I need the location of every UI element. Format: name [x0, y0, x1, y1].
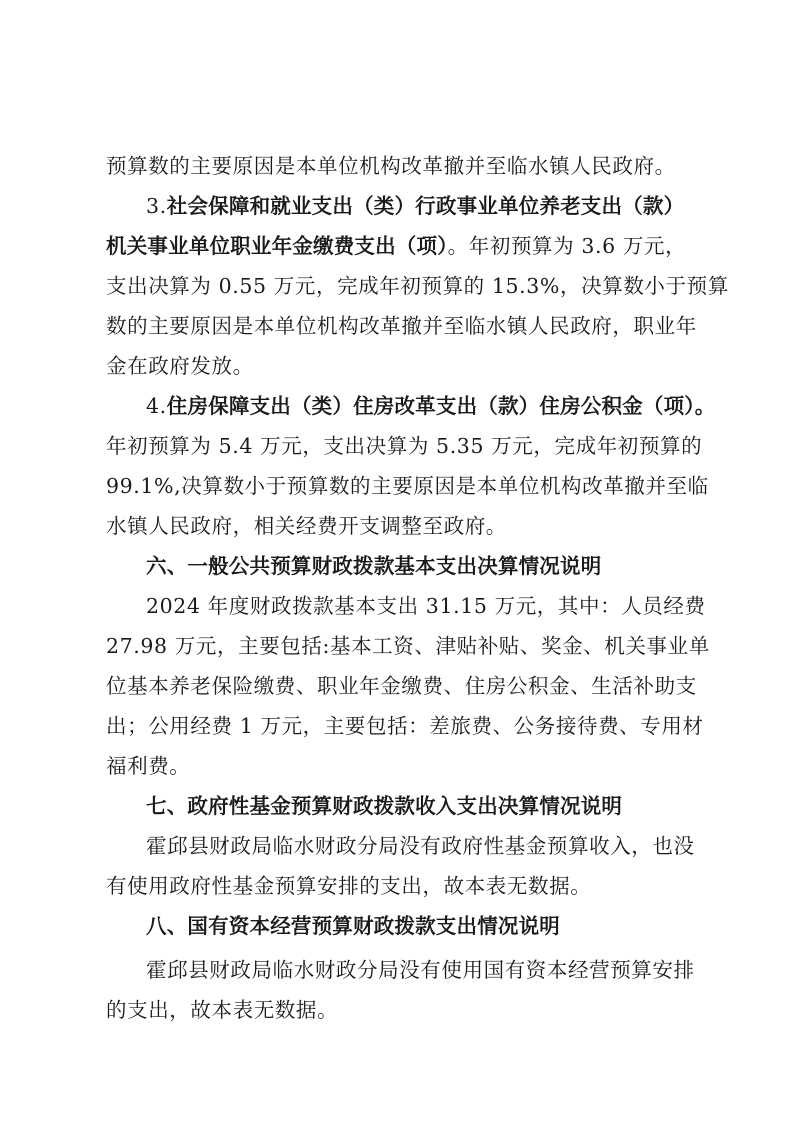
item3-line3: 支出决算为 0.55 万元，完成年初预算的 15.3%，决算数小于预算 — [106, 274, 729, 298]
item4-line3: 99.1%,决算数小于预算数的主要原因是本单位机构改革撤并至临 — [106, 474, 709, 498]
section7-title: 七、政府性基金预算财政拨款收入支出决算情况说明 — [146, 794, 623, 818]
item3-line2 — [106, 231, 696, 261]
paragraph-continuation: 预算数的主要原因是本单位机构改革撤并至临水镇人民政府。 — [106, 154, 676, 178]
item3-heading — [146, 191, 696, 221]
section6-line1: 2024 年度财政拨款基本支出 31.15 万元，其中：人员经费 — [146, 594, 706, 618]
section6-line5: 福利费。 — [106, 754, 191, 778]
item4-number: 4. — [146, 394, 167, 418]
item3-line5: 金在政府发放。 — [106, 354, 254, 378]
section8-line2: 的支出，故本表无数据。 — [106, 998, 339, 1022]
item3-line2-tail: 。年初预算为 3.6 万元， — [447, 234, 687, 258]
section6-line4: 出；公用经费 1 万元，主要包括：差旅费、公务接待费、专用材 — [106, 714, 704, 738]
section6-line2: 27.98 万元，主要包括:基本工资、津贴补贴、奖金、机关事业单 — [106, 634, 710, 658]
item3-heading-line2: 机关事业单位职业年金缴费支出（项） — [106, 234, 448, 258]
section6-title: 六、一般公共预算财政拨款基本支出决算情况说明 — [146, 554, 602, 578]
item3-number: 3. — [146, 194, 167, 218]
item3-heading-line1: 社会保障和就业支出（类）行政事业单位养老支出（款） — [166, 194, 685, 218]
item4-heading-text: 住房保障支出（类）住房改革支出（款）住房公积金（项）。 — [166, 394, 716, 418]
section7-line1: 霍邱县财政局临水财政分局没有政府性基金预算收入，也没 — [146, 834, 695, 858]
section8-line1: 霍邱县财政局临水财政分局没有使用国有资本经营预算安排 — [146, 958, 695, 982]
item4-heading — [146, 391, 716, 421]
section7-line2: 有使用政府性基金预算安排的支出，故本表无数据。 — [106, 874, 592, 898]
item4-line2: 年初预算为 5.4 万元，支出决算为 5.35 万元，完成年初预算的 — [106, 434, 703, 458]
item3-line4: 数的主要原因是本单位机构改革撤并至临水镇人民政府，职业年 — [106, 314, 697, 338]
section8-title: 八、国有资本经营预算财政拨款支出情况说明 — [146, 914, 560, 938]
section6-line3: 位基本养老保险缴费、职业年金缴费、住房公积金、生活补助支 — [106, 674, 697, 698]
item4-line4: 水镇人民政府，相关经费开支调整至政府。 — [106, 514, 507, 538]
